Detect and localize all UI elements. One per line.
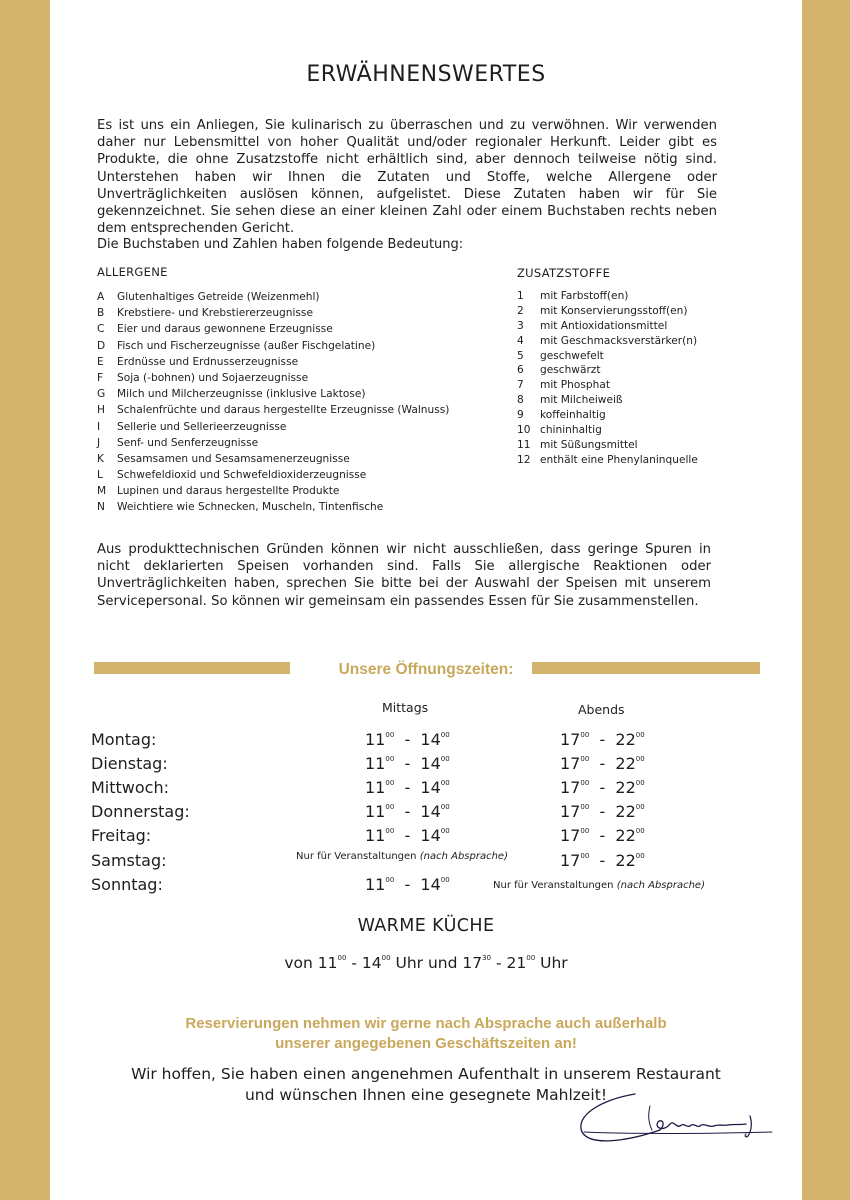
additive-item bbox=[517, 319, 698, 334]
allergen-item bbox=[97, 289, 449, 305]
allergen-key: E bbox=[97, 355, 104, 368]
closing-line-1: Wir hoffen, Sie haben einen angenehmen Aufenthalt in unserem Restaurant bbox=[131, 1065, 721, 1083]
midday-column-header: Mittags bbox=[382, 700, 429, 715]
time-minute: 00 bbox=[635, 755, 645, 763]
allergen-key: G bbox=[97, 388, 106, 401]
additive-label: koffeinhaltig bbox=[540, 409, 606, 422]
allergen-item bbox=[97, 402, 449, 418]
allergen-key: F bbox=[97, 371, 104, 384]
allergen-key: A bbox=[97, 291, 105, 303]
time-hour: 14 bbox=[420, 730, 441, 749]
opening-hours-title: Unsere Öffnungszeiten: bbox=[338, 661, 514, 678]
time-hour: 14 bbox=[420, 778, 441, 797]
time-hour: 22 bbox=[615, 802, 636, 821]
kitchen-to1: 14 bbox=[361, 954, 382, 972]
additive-key: 8 bbox=[517, 394, 524, 407]
time-minute: 00 bbox=[580, 852, 590, 860]
additive-item bbox=[517, 408, 698, 423]
time-hour: 17 bbox=[560, 851, 581, 870]
allergen-item bbox=[97, 386, 449, 402]
closing-line-2: und wünschen Ihnen eine gesegnete Mahlzeit! bbox=[244, 1085, 608, 1104]
allergen-item bbox=[97, 435, 449, 451]
page-title: ERWÄHNENSWERTES bbox=[306, 62, 546, 87]
additive-label: mit Süßungsmittel bbox=[540, 438, 638, 451]
additive-key: 3 bbox=[517, 319, 524, 332]
midday-time: $11^{00} - 14^{00}$ bbox=[365, 778, 450, 797]
additives-heading: ZUSATZSTOFFE bbox=[517, 266, 611, 280]
reservation-line-1: Reservierungen nehmen wir gerne nach Absprache auch außerhalb bbox=[185, 1015, 667, 1032]
kitchen-to1-sup: 00 bbox=[381, 954, 391, 962]
kitchen-from2: 17 bbox=[462, 954, 483, 972]
evening-time: $17^{00} - 22^{00}$ bbox=[560, 802, 645, 821]
weekday-label: Samstag: bbox=[91, 851, 167, 870]
allergen-label: Erdnüsse und Erdnusserzeugnisse bbox=[117, 355, 299, 368]
additive-key: 4 bbox=[517, 334, 524, 347]
time-hour: 17 bbox=[560, 778, 581, 797]
time-minute: 00 bbox=[580, 827, 590, 835]
allergen-key: H bbox=[97, 404, 105, 417]
additive-item bbox=[517, 334, 698, 349]
midday-time: $11^{00} - 14^{00}$ bbox=[365, 826, 450, 845]
additive-item bbox=[517, 453, 698, 468]
time-minute: 00 bbox=[580, 803, 590, 811]
additive-key: 5 bbox=[517, 349, 524, 362]
time-minute: 00 bbox=[385, 827, 395, 835]
time-hour: 22 bbox=[615, 730, 636, 749]
additive-label: geschwefelt bbox=[540, 349, 604, 362]
time-hour: 22 bbox=[615, 778, 636, 797]
allergen-item bbox=[97, 370, 449, 386]
additive-item bbox=[517, 423, 698, 438]
time-minute: 00 bbox=[385, 731, 395, 739]
additive-label: enthält eine Phenylaninquelle bbox=[540, 453, 698, 466]
additive-label: mit Geschmacksverstärker(n) bbox=[540, 334, 698, 347]
allergen-label: Glutenhaltiges Getreide (Weizenmehl) bbox=[117, 291, 320, 303]
allergen-item bbox=[97, 321, 449, 337]
weekday-label: Dienstag: bbox=[91, 754, 168, 773]
additive-key: 7 bbox=[517, 379, 524, 392]
additive-label: mit Farbstoff(en) bbox=[540, 290, 629, 302]
time-minute: 00 bbox=[385, 779, 395, 787]
time-minute: 00 bbox=[580, 755, 590, 763]
time-hour: 22 bbox=[615, 851, 636, 870]
time-hour: 14 bbox=[420, 754, 441, 773]
note-paren: (nach Absprache) bbox=[616, 880, 705, 891]
allergen-key: N bbox=[97, 501, 105, 514]
additive-key: 10 bbox=[517, 424, 531, 437]
divider-bar-right bbox=[532, 662, 760, 674]
allergen-label: Schwefeldioxid und Schwefeldioxiderzeugnisse bbox=[117, 469, 367, 482]
allergen-item bbox=[97, 467, 449, 483]
allergen-label: Senf- und Senferzeugnisse bbox=[117, 436, 259, 449]
allergen-key: K bbox=[97, 452, 104, 465]
kitchen-from2-sup: 30 bbox=[482, 954, 492, 962]
evening-time: $17^{00} - 22^{00}$ bbox=[560, 754, 645, 773]
weekday-label: Donnerstag: bbox=[91, 802, 190, 821]
time-hour: 11 bbox=[365, 826, 386, 845]
midday-time: $11^{00} - 14^{00}$ bbox=[365, 802, 450, 821]
allergen-item bbox=[97, 451, 449, 467]
kitchen-prefix: von bbox=[284, 954, 313, 972]
allergen-item bbox=[97, 354, 449, 370]
time-minute: 00 bbox=[440, 779, 450, 787]
time-hour: 14 bbox=[420, 826, 441, 845]
time-minute: 00 bbox=[440, 827, 450, 835]
kitchen-uhr-und: Uhr und bbox=[395, 954, 458, 972]
allergen-label: Krebstiere- und Krebstiererzeugnisse bbox=[117, 307, 313, 320]
time-minute: 00 bbox=[635, 731, 645, 739]
weekday-label: Sonntag: bbox=[91, 875, 163, 894]
time-hour: 17 bbox=[560, 754, 581, 773]
weekday-label: Freitag: bbox=[91, 826, 152, 845]
allergen-item bbox=[97, 338, 449, 354]
additive-key: 6 bbox=[517, 364, 524, 377]
time-hour: 22 bbox=[615, 826, 636, 845]
evening-time: $17^{00} - 22^{00}$ bbox=[560, 778, 645, 797]
time-minute: 00 bbox=[580, 731, 590, 739]
time-minute: 00 bbox=[635, 803, 645, 811]
kitchen-to2: 21 bbox=[506, 954, 527, 972]
allergens-list bbox=[97, 289, 449, 516]
time-minute: 00 bbox=[385, 876, 395, 884]
evening-time: $17^{00} - 22^{00}$ bbox=[560, 851, 645, 870]
reservation-note bbox=[50, 1014, 802, 1054]
time-hour: 11 bbox=[365, 754, 386, 773]
time-minute: 00 bbox=[635, 827, 645, 835]
time-minute: 00 bbox=[440, 803, 450, 811]
allergen-key: L bbox=[97, 469, 103, 482]
allergen-key: B bbox=[97, 307, 105, 320]
additive-label: mit Antioxidationsmittel bbox=[540, 319, 668, 332]
additive-key: 11 bbox=[517, 438, 531, 451]
additive-key: 9 bbox=[517, 409, 524, 422]
evening-column-header: Abends bbox=[578, 702, 625, 717]
time-hour: 17 bbox=[560, 730, 581, 749]
intro-paragraph: Es ist uns ein Anliegen, Sie kulinarisch zu überraschen und zu verwöhnen. Wir verwenden daher nur Lebensmittel von hoher Qualität und/oder regionaler Herkunft. Leider gibt es Produkte, die ohne Zusatzstoffe nicht erhältlich sind, aber dennoch teilweise nötig sind. Unterstehen haben wir Ihnen die Zutaten und Stoffe, welche Allergene oder Unverträglichkeiten auslösen können, aufgelistet. Diese Zutaten haben wir für Sie gekennzeichnet. Sie sehen diese an einer kleinen Zahl oder einem Buchstaben rechts neben dem entsprechenden Gericht. bbox=[97, 118, 717, 237]
additive-label: mit Milcheiweiß bbox=[540, 394, 623, 407]
time-hour: 14 bbox=[420, 875, 441, 894]
additives-list bbox=[517, 289, 698, 468]
time-hour: 11 bbox=[365, 802, 386, 821]
document-page bbox=[50, 0, 802, 1200]
additive-key: 12 bbox=[517, 453, 531, 466]
disclaimer-paragraph: Aus produkttechnischen Gründen können wir nicht ausschließen, dass geringe Spuren in nicht deklarierten Speisen vorhanden sind. Falls Sie allergische Reaktionen oder Unverträglichkeiten haben, sprechen Sie bitte bei der Auswahl der Speisen mit unserem Servicepersonal. So können wir gemeinsam ein passendes Essen für Sie zusammenstellen. bbox=[97, 542, 711, 609]
evening-note bbox=[493, 880, 705, 891]
time-minute: 00 bbox=[635, 779, 645, 787]
time-minute: 00 bbox=[440, 755, 450, 763]
note-text: Nur für Veranstaltungen bbox=[493, 880, 614, 891]
allergen-key: D bbox=[97, 339, 106, 352]
additive-item bbox=[517, 438, 698, 453]
allergen-label: Eier und daraus gewonnene Erzeugnisse bbox=[117, 323, 333, 336]
time-hour: 22 bbox=[615, 754, 636, 773]
evening-time: $17^{00} - 22^{00}$ bbox=[560, 730, 645, 749]
allergen-item bbox=[97, 483, 449, 499]
allergen-label: Weichtiere wie Schnecken, Muscheln, Tintenfische bbox=[117, 501, 384, 514]
midday-time: $11^{00} - 14^{00}$ bbox=[365, 730, 450, 749]
time-hour: 14 bbox=[420, 802, 441, 821]
time-minute: 00 bbox=[385, 803, 395, 811]
time-minute: 00 bbox=[440, 731, 450, 739]
time-hour: 17 bbox=[560, 826, 581, 845]
allergens-heading: ALLERGENE bbox=[97, 265, 168, 279]
kitchen-uhr: Uhr bbox=[540, 954, 568, 972]
allergen-label: Milch und Milcherzeugnisse (inklusive Laktose) bbox=[117, 388, 366, 401]
note-text: Nur für Veranstaltungen bbox=[296, 851, 417, 862]
note-paren: (nach Absprache) bbox=[419, 851, 508, 862]
additive-item bbox=[517, 378, 698, 393]
time-minute: 00 bbox=[385, 755, 395, 763]
allergen-label: Lupinen und daraus hergestellte Produkte bbox=[117, 485, 340, 498]
additive-label: geschwärzt bbox=[540, 364, 601, 377]
kitchen-title: WARME KÜCHE bbox=[357, 916, 495, 936]
allergen-key: J bbox=[97, 436, 101, 449]
allergen-label: Fisch und Fischerzeugnisse (außer Fischgelatine) bbox=[117, 339, 376, 352]
allergen-item bbox=[97, 419, 449, 435]
allergen-label: Soja (-bohnen) und Sojaerzeugnisse bbox=[117, 371, 309, 384]
allergen-key: I bbox=[97, 420, 101, 433]
additive-label: mit Konservierungsstoff(en) bbox=[540, 304, 688, 317]
midday-time: $11^{00} - 14^{00}$ bbox=[365, 875, 450, 894]
weekday-label: Montag: bbox=[91, 730, 157, 749]
time-minute: 00 bbox=[635, 852, 645, 860]
reservation-line-2: unserer angegebenen Geschäftszeiten an! bbox=[275, 1035, 577, 1052]
kitchen-hours: von $11^{00} - 14^{00}$ Uhr und $17^{30} - 21^{00}$ Uhr bbox=[284, 954, 568, 972]
additive-item bbox=[517, 349, 698, 364]
allergen-key: C bbox=[97, 323, 105, 336]
kitchen-to2-sup: 00 bbox=[526, 954, 536, 962]
allergen-item bbox=[97, 305, 449, 321]
evening-time: $17^{00} - 22^{00}$ bbox=[560, 826, 645, 845]
midday-note bbox=[296, 851, 508, 862]
legend-intro: Die Buchstaben und Zahlen haben folgende Bedeutung: bbox=[97, 237, 464, 252]
additive-item bbox=[517, 393, 698, 408]
allergen-item bbox=[97, 499, 449, 515]
weekday-label: Mittwoch: bbox=[91, 778, 169, 797]
allergen-key: M bbox=[97, 485, 107, 498]
time-minute: 00 bbox=[440, 876, 450, 884]
additive-key: 1 bbox=[517, 290, 524, 302]
time-hour: 17 bbox=[560, 802, 581, 821]
additive-label: chininhaltig bbox=[540, 424, 602, 437]
time-hour: 11 bbox=[365, 778, 386, 797]
allergen-label: Sesamsamen und Sesamsamenerzeugnisse bbox=[117, 452, 350, 465]
additive-item bbox=[517, 289, 698, 304]
kitchen-from1-sup: 00 bbox=[337, 954, 347, 962]
time-hour: 11 bbox=[365, 730, 386, 749]
time-hour: 11 bbox=[365, 875, 386, 894]
midday-time: $11^{00} - 14^{00}$ bbox=[365, 754, 450, 773]
kitchen-from1: 11 bbox=[317, 954, 338, 972]
additive-item bbox=[517, 363, 698, 378]
additive-key: 2 bbox=[517, 304, 524, 317]
additive-item bbox=[517, 304, 698, 319]
allergen-label: Schalenfrüchte und daraus hergestellte Erzeugnisse (Walnuss) bbox=[117, 404, 450, 417]
signature bbox=[540, 1088, 780, 1158]
allergen-label: Sellerie und Sellerieerzeugnisse bbox=[117, 420, 287, 433]
additive-label: mit Phosphat bbox=[540, 379, 610, 392]
time-minute: 00 bbox=[580, 779, 590, 787]
